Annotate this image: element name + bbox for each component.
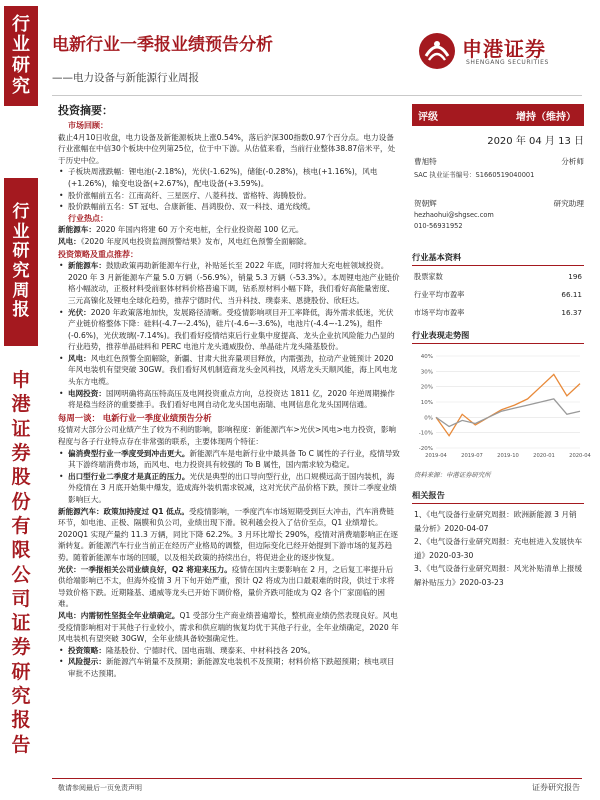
logo-name-en: SHENGANG SECURITIES (466, 59, 549, 66)
strip-char: 报 (12, 300, 30, 321)
risk-line (58, 645, 400, 657)
related-report-item[interactable]: 3、《电气设备行业研究周报：风光补贴清单上报缓解补贴压力》2020-03-23 (414, 564, 583, 587)
chart-series-line (436, 399, 580, 427)
strip-char: 研 (12, 241, 30, 262)
wind-heading: 风电：内需韧性坚挺全年业绩确定。 (58, 610, 180, 620)
market-bullet: • 子板块周涨跌幅：锂电池(-2.18%)，光伏(-1.62%)，储能(-0.28%)，核电(+1.16%)，风电(+1.26%)，输变电设备(+2.67%)，配电设备(+3.59%)。 (58, 166, 400, 189)
report-subtitle: ——电力设备与新能源行业周报 (52, 72, 199, 84)
side-column (412, 104, 591, 587)
strategy-item-label: 风电： (68, 353, 91, 363)
analyst-block (414, 156, 584, 196)
stat-value: 66.11 (561, 290, 582, 299)
strip-char: 限 (11, 539, 31, 562)
related-reports-heading: 相关报告 (412, 490, 584, 504)
strip-char: 券 (11, 441, 31, 464)
analyst-cert: SAC 执业证书编号：S1660519040001 (414, 171, 535, 179)
nev-text: 受疫情影响，一季度汽车市场短期受到巨大冲击，汽车消费链环节，如电池、正极、隔膜和负公司，业绩出现下滑。锐利越会投入了估价至点，Q1 业绩增长。2020Q1 实现产量约 11.3 万辆，同比下降 62.2%。3 月环比增长 290%，疫情对消费端影响正在逐渐转复。新能源汽车行业当前正在经历产业格局的调整，但边际变化已经开始提到下游市场的复苏趋势。随着新能源车市场的回暖，以及相关政策的持续出台，将促进企业的逐步恢复。 (58, 506, 398, 562)
related-report-item[interactable]: 1、《电气设备行业研究周报：欧洲新能源 3 月销量分析》2020-04-07 (414, 510, 577, 533)
related-reports-list (414, 508, 584, 590)
industry-hot-heading: 行业热点： (68, 213, 108, 223)
chart-y-tick-label: 20% (420, 384, 433, 391)
hot-line (58, 224, 400, 236)
chart-y-tick-label: 30% (420, 369, 433, 376)
strip-char: 行 (12, 202, 30, 223)
analyst-name: 贺朝辉 (414, 199, 437, 208)
pv-heading: 光伏：一季报相关公司业绩良好，Q2 将迎来压力。 (58, 564, 232, 574)
strip-char: 公 (11, 563, 31, 586)
strategy-item-text: 国网明确将高压特高压及电网投资重点方向，总投资达 1811 亿，2020 年逆周期操作将是稳当经济的重要推手。我们看好电网自动化龙头国电南瑞、电网信息化龙头国网信通。 (68, 388, 395, 410)
strategy-item-label: 电网投资： (68, 388, 106, 398)
strip-char: 证 (11, 417, 31, 440)
weekly-bullet (58, 471, 400, 506)
market-review-heading: 市场回顾： (68, 121, 108, 130)
rating-value: 增持（维持） (516, 112, 576, 123)
chart-x-tick-label: 2019-04 (425, 453, 447, 459)
strip-char: 研 (12, 55, 30, 76)
strategy-item (58, 260, 400, 306)
strip-char: 业 (12, 221, 30, 242)
stat-key: 行业平均市盈率 (414, 290, 465, 299)
strategy-item-text: 风电红色预警全面解除，新疆、甘肃大批弃量项目释放，内需强劲，拉动产业链预计 2020 年风电装机有望突破 30GW。我们看好风机制造商龙头金风科技，风塔龙头天顺风能，海上风电龙头东方电缆。 (68, 353, 398, 387)
industry-trend-chart (412, 348, 591, 466)
weekly-bullet-text: 新能源汽车是电新行业中最具备 To C 属性的子行业，疫情导致其下游终端消费市场，而风电、电力投资具有较强的 To B 属性，国内需求较为稳定。 (68, 448, 400, 470)
stat-key: 股票家数 (414, 272, 443, 281)
market-bullet: • 股价涨幅前五名：江南高纤、三星医疗、八菱科技、雷格特、海腾股份。 (58, 190, 400, 202)
strip-company-name (6, 368, 36, 757)
strategy-item-text: 2020 年政策落地加快，发展路径清晰。受疫情影响项目开工率降低，海外需求低迷，光伏产业链价格整体下降：硅料(-4.7~-2.4%)，硅片(-4.6~-3.6%)，电池片(-4.4~-1.2%)，组件(-0.6%)，光伏玻璃(-7.14%)。我们看好疫情结束后行业集中度提高、龙头企业抗风险能力凸显的行业趋势，推荐单晶硅料和 PERC 电池片龙头通威股份、单晶硅片龙头隆基股份。 (68, 307, 395, 352)
rating-bar (412, 104, 584, 126)
strip-char: 究 (12, 75, 30, 97)
header-divider (52, 95, 582, 96)
strategy-heading: 投资策略及重点推荐： (58, 249, 138, 259)
strategy-item (58, 307, 400, 353)
strategy-item-text: 鼓励政策再助新能源车行业，补贴延长至 2022 年底，同时将加大充电桩领域投资。2020 年 3 月新能源车产量 5.0 万辆（-56.9%），销量 5.3 万辆（-53.3%）。本周锂电池产业链价格小幅波动，正极材料受前驱体材料价格普遍下调，钴系原材料小幅下降，我们看好高能量密度、三元高镍化及锂电全球化趋势，推荐宁德时代、当升科技、璞泰来、恩捷股份、欣旺达。 (68, 261, 400, 305)
chart-x-tick-label: 2020-04 (569, 453, 591, 459)
wind-paragraph (58, 610, 400, 645)
strategy-item (58, 388, 400, 411)
risk-line (58, 656, 400, 679)
hot-line-text: 2020 年国内将建 60 万个充电桩，全行业投资超 100 亿元。 (95, 225, 304, 235)
trend-chart-svg (412, 348, 591, 466)
chart-x-tick-label: 2020-01 (533, 453, 555, 459)
analyst-role: 研究助理 (553, 199, 584, 208)
weekly-bullet-label: 出口型行业二季度才是真正的压力。 (68, 471, 190, 481)
related-report-item[interactable]: 2、《电气设备行业研究周报：充电桩进入发展快车道》2020-03-30 (414, 537, 583, 560)
analyst-name: 曹旭特 (414, 157, 437, 166)
risk-line-text: 新能源汽车销量不及预期；新能源发电装机不及预期；材料价格下跌超预期；核电项目审批不达预期。 (68, 657, 395, 678)
chart-y-tick-label: -10% (418, 430, 433, 437)
company-logo (418, 30, 578, 72)
chart-y-tick-label: 40% (420, 354, 433, 360)
risk-line-text: 隆基股份、宁德时代、国电南瑞、璞泰来、中材科技各 20%。 (105, 645, 316, 655)
weekly-topic-heading: 每周一谈： 电新行业一季度业绩预告分析 (58, 412, 212, 423)
analyst-phone: 010-56931952 (414, 222, 463, 230)
strip-char: 券 (11, 636, 31, 659)
weekly-bullet-label: 偏消费型行业一季度受到冲击更大。 (68, 448, 190, 458)
risk-line-label: 投资策略： (68, 645, 106, 655)
weekly-bullet (58, 448, 400, 471)
hot-line-text: 《2020 年度风电投资监测预警结果》发布，风电红色预警全面解除。 (80, 236, 312, 246)
strip-char: 证 (11, 612, 31, 635)
strip-char: 份 (11, 490, 31, 513)
nev-heading: 新能源汽车：政策加持度过 Q1 低点。 (58, 506, 189, 516)
market-bullet: • 股价跌幅前五名：ST 冠电、合康新能、昌鸿股份、双一科技、通光线缆。 (58, 201, 400, 213)
risk-line-label: 风险提示： (68, 657, 106, 667)
analyst-role: 分析师 (561, 157, 584, 166)
footer-divider (52, 778, 582, 779)
strip-char: 告 (11, 733, 31, 756)
rating-label: 评级 (418, 112, 438, 123)
report-title: 电新行业一季报业绩预告分析 (52, 35, 273, 55)
strip-char: 周 (12, 280, 30, 301)
logo-emblem-icon (418, 32, 456, 70)
strip-char: 研 (11, 660, 31, 683)
strip-char: 业 (12, 34, 30, 56)
strip-char: 司 (11, 587, 31, 610)
chart-x-tick-label: 2019-07 (461, 453, 483, 459)
chart-y-tick-label: 0% (424, 415, 433, 422)
chart-y-tick-label: 10% (420, 400, 433, 406)
hot-line (58, 236, 400, 248)
stat-value: 16.37 (561, 308, 582, 317)
weekly-topic-text: 疫情对大部分公司业绩产生了较为不利的影响，影响程度：新能源汽车>光伏>风电>电力投资，影响程度与各子行业特点存在非常强的联系，主要体现两个特征： (58, 425, 397, 447)
market-review-text: 截止4月10日收盘，电力设备及新能源板块上涨0.54%，落后沪深300指数0.97个百分点。电力设备行业涨幅在中信30个板块中位列第25位，位于中下游。从估值来看，当前行业整体38.87倍米平，处于历史中位。 (58, 132, 396, 165)
report-date: 2020 年 04 月 13 日 (487, 136, 584, 147)
chart-y-tick-label: -20% (418, 446, 433, 452)
section-investment-summary: 投资摘要： (58, 104, 113, 117)
strip-weekly-report (4, 178, 38, 346)
stat-key: 市场平均市盈率 (414, 308, 465, 317)
pv-text: 疫情在国内主要影响在 2 月，之后复工率提升后供给端影响已不太，但海外疫情 3 月下旬开始严重，预计 Q2 将成为出口最艰难的时段，供过于求将导致价格下跌。近期隆基、通威等龙头已开始下调价格，量价齐跌可能成为 Q2 各个厂家面临的困难。 (58, 564, 395, 609)
strip-char: 报 (11, 709, 31, 732)
trend-chart-heading: 行业表现走势图 (412, 330, 584, 344)
hot-line-label: 新能源车： (58, 225, 96, 235)
strategy-item-label: 新能源车： (68, 261, 106, 271)
strip-char: 究 (12, 261, 30, 281)
strategy-item-label: 光伏： (68, 307, 91, 317)
strategy-item (58, 353, 400, 388)
assistant-block (414, 198, 584, 238)
strip-char: 究 (11, 685, 31, 708)
wind-text: Q1 受部分生产商业绩普遍增长，整机商业绩仍然表现良好。风电受疫情影响相对于其他子行业较小，需求和供应端的恢复均优于其他子行业，全年业绩确定，2020 年风电装机有望突破 30GW，全年业绩具备较强确定性。 (58, 610, 399, 644)
footer-disclaimer[interactable]: 敬请参阅最后一页免责声明 (58, 784, 142, 792)
hot-line-label: 风电： (58, 236, 81, 246)
main-content (58, 120, 400, 680)
analyst-email[interactable]: hezhaohui@shgsec.com (414, 211, 494, 219)
chart-x-tick-label: 2019-10 (497, 453, 519, 459)
strip-char: 申 (11, 369, 31, 391)
strip-char: 港 (11, 393, 31, 416)
strip-industry-research (4, 6, 38, 106)
strip-char: 股 (11, 466, 31, 489)
logo-name-cn: 申港证券 (462, 37, 546, 61)
basic-info-heading: 行业基本资料 (412, 252, 584, 266)
footer-label: 证券研究报告 (532, 783, 580, 792)
chart-source: 资料来源：申港证券研究所 (414, 471, 491, 479)
pv-paragraph (58, 564, 400, 610)
strip-char: 有 (11, 514, 31, 537)
nev-paragraph (58, 506, 400, 564)
strip-char: 行 (12, 13, 30, 35)
stat-value: 196 (568, 272, 582, 281)
weekly-bullet-text: 光伏是典型的出口导向型行业，出口规模远高于国内装机，海外疫情在 3 月底开始集中爆发，造成海外装机需求锐减，这对光伏产品价格下跌，预计二季度业绩影响巨大。 (68, 471, 397, 504)
left-strip (0, 0, 40, 800)
